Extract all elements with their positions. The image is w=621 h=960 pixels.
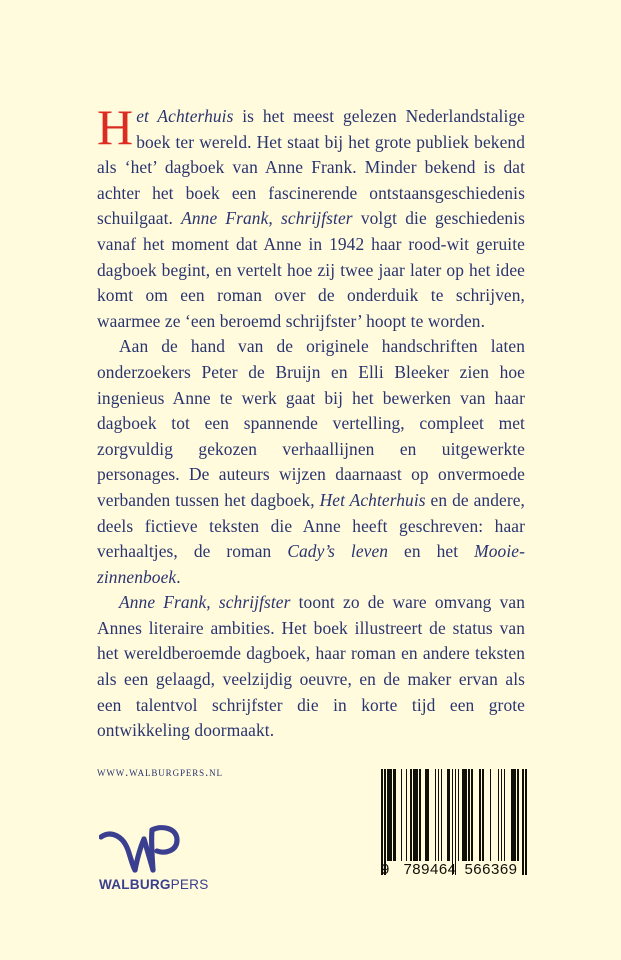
drop-cap-letter: H (97, 99, 134, 155)
publisher-website-url[interactable]: www.walburgpers.nl (97, 765, 223, 779)
barcode-right-group: 566369 (464, 861, 518, 878)
barcode-lead-digit: 9 (381, 861, 390, 878)
barcode-digits (381, 861, 527, 878)
walburgpers-wp-monogram-icon (99, 824, 185, 874)
publisher-wordmark (99, 877, 209, 892)
blurb-text-block (97, 99, 526, 744)
wordmark-pers: PERS (170, 877, 209, 892)
barcode-left-group: 789464 (403, 861, 457, 878)
publisher-logo (99, 824, 209, 892)
blurb-paragraph-3: Anne Frank, schrijfster toont zo de ware omvang van Annes literaire ambities. Het boek illustreert de status van het wereldberoemde dagboek, haar roman en andere teksten als een gelaagd, veelzijdig oeuvre, en de maker ervan als een talentvol schrijfster die in korte tijd een grote ontwikkeling doormaakt. (97, 592, 525, 741)
blurb-paragraph-1-text: et Achterhuis is het meest gelezen Nederlandstalige boek ter wereld. Het staat bij het grote publiek bekend als ‘het’ dagboek van Anne Frank. Minder bekend is dat achter het boek een fascinerende ontstaansgeschiedenis schuilgaat. Anne Frank, schrijfster volgt die geschiedenis vanaf het moment dat Anne in 1942 haar rood-wit geruite dagboek begint, en vertelt hoe zij twee jaar later op het idee komt om een roman over de onderduik te schrijven, waarmee ze ‘een beroemd schrijfster’ hoopt te worden. (97, 106, 526, 331)
wordmark-walburg: WALBURG (99, 877, 171, 892)
barcode-bars (381, 769, 527, 875)
blurb-paragraph-1 (97, 99, 526, 334)
blurb-paragraph-2: Aan de hand van de originele handschriften laten onderzoekers Peter de Bruijn en Elli Bleeker zien hoe ingenieus Anne te werk gaat bij het bewerken van haar dagboek tot een spannende vertelling, compleet met zorgvuldig gekozen verhaallijnen en uitgewerkte personages. De auteurs wijzen daarnaast op onvermoede verbanden tussen het dagboek, Het Achterhuis en de andere, deels fictieve teksten die Anne heeft geschreven: haar verhaaltjes, de roman Cady’s leven en het Mooie-zinnenboek. (97, 336, 525, 587)
isbn-barcode (381, 769, 527, 878)
